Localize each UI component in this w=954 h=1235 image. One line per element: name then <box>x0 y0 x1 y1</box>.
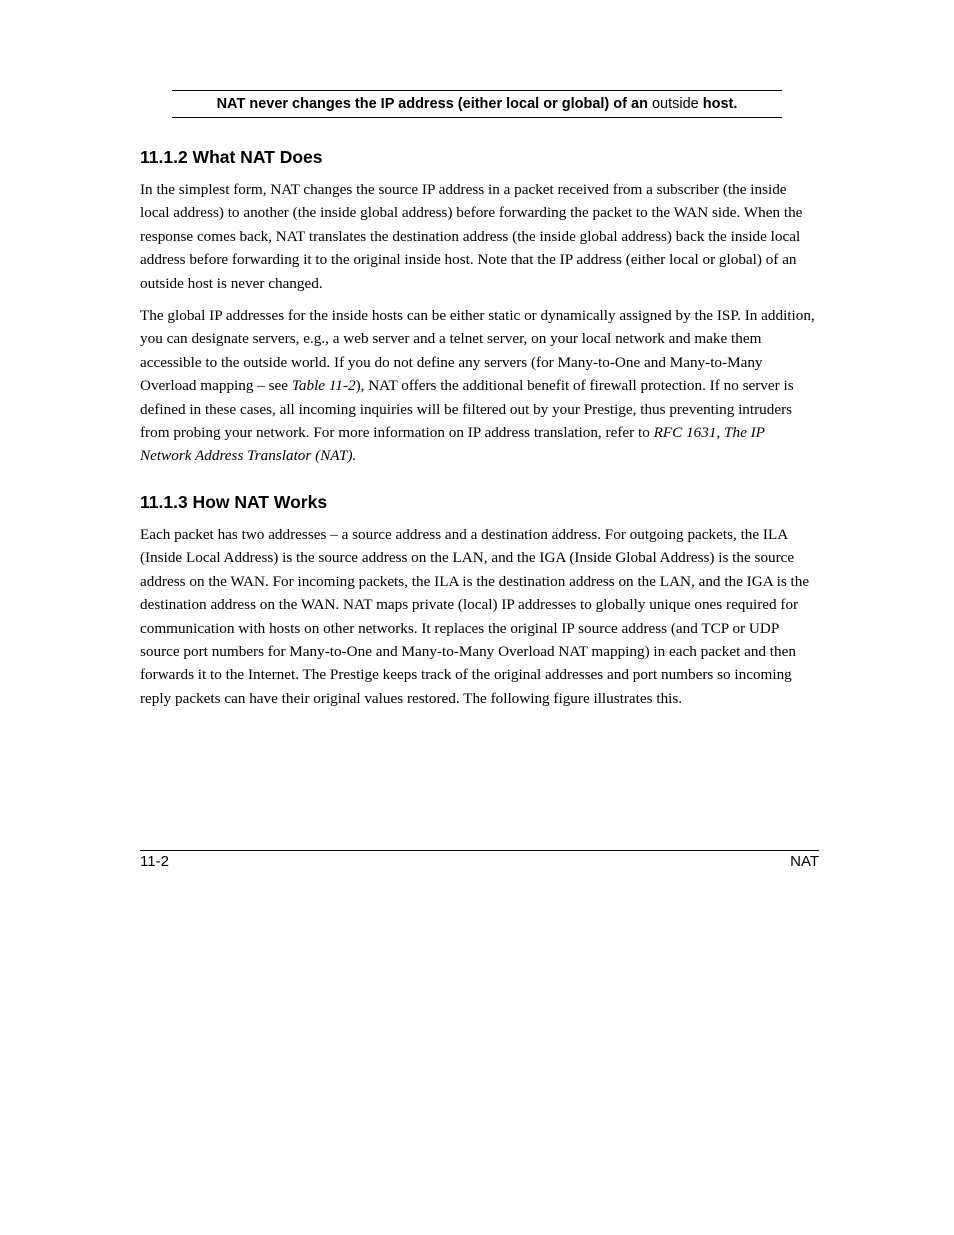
paragraph-what-nat-does-2: The global IP addresses for the inside hosts can be either static or dynamically assigned by the ISP. In addition, you can designate servers, e.g., a web server and a telnet server, on your local network and make them accessible to the outside world. If you do not define any servers (for Many-to-One and Many-to-Many Overload mapping – see Table 11-2), NAT offers the additional benefit of firewall protection. If no server is defined in these cases, all incoming inquiries will be filtered out by your Prestige, thus preventing intruders from probing your network. For more information on IP address translation, refer to RFC 1631, The IP Network Address Translator (NAT). <box>140 307 815 465</box>
chapter-name: NAT <box>790 853 819 870</box>
paragraph-how-nat-works: Each packet has two addresses – a source address and a destination address. For outgoing packets, the ILA (Inside Local Address) is the source address on the LAN, and the IGA (Inside Global Address) is the source address on the WAN. For incoming packets, the ILA is the destination address on the LAN, and the IGA is the destination address on the WAN. NAT maps private (local) IP addresses to globally unique ones required for communication with hosts on other networks. It replaces the original IP source address (and TCP or UDP source port numbers for Many-to-One and Many-to-Many Overload NAT mapping) in each packet and then forwards it to the Internet. The Prestige keeps track of the original addresses and port numbers so incoming reply packets can have their original values restored. The following figure illustrates this. <box>140 526 810 707</box>
page-footer <box>140 850 819 870</box>
note-box <box>172 90 782 118</box>
page-number: 11-2 <box>140 853 169 870</box>
paragraph-what-nat-does-1: In the simplest form, NAT changes the source IP address in a packet received from a subscriber (the inside local address) to another (the inside global address) before forwarding the packet to the WAN side. When the response comes back, NAT translates the destination address (the inside global address) back the inside local address before forwarding it to the original inside host. Note that the IP address (either local or global) of an outside host is never changed. <box>140 181 803 292</box>
section-heading-what-nat-does: 11.1.2 What NAT Does <box>140 147 323 167</box>
rfc-reference: RFC 1631 <box>653 424 717 442</box>
table-reference-link[interactable]: Table 11-2 <box>291 377 356 395</box>
rfc-title: The IP Network Address Translator (NAT). <box>140 424 765 465</box>
note-text: NAT never changes the IP address (either local or global) of an outside host. <box>216 96 738 112</box>
section-heading-how-nat-works: 11.1.3 How NAT Works <box>140 492 328 512</box>
